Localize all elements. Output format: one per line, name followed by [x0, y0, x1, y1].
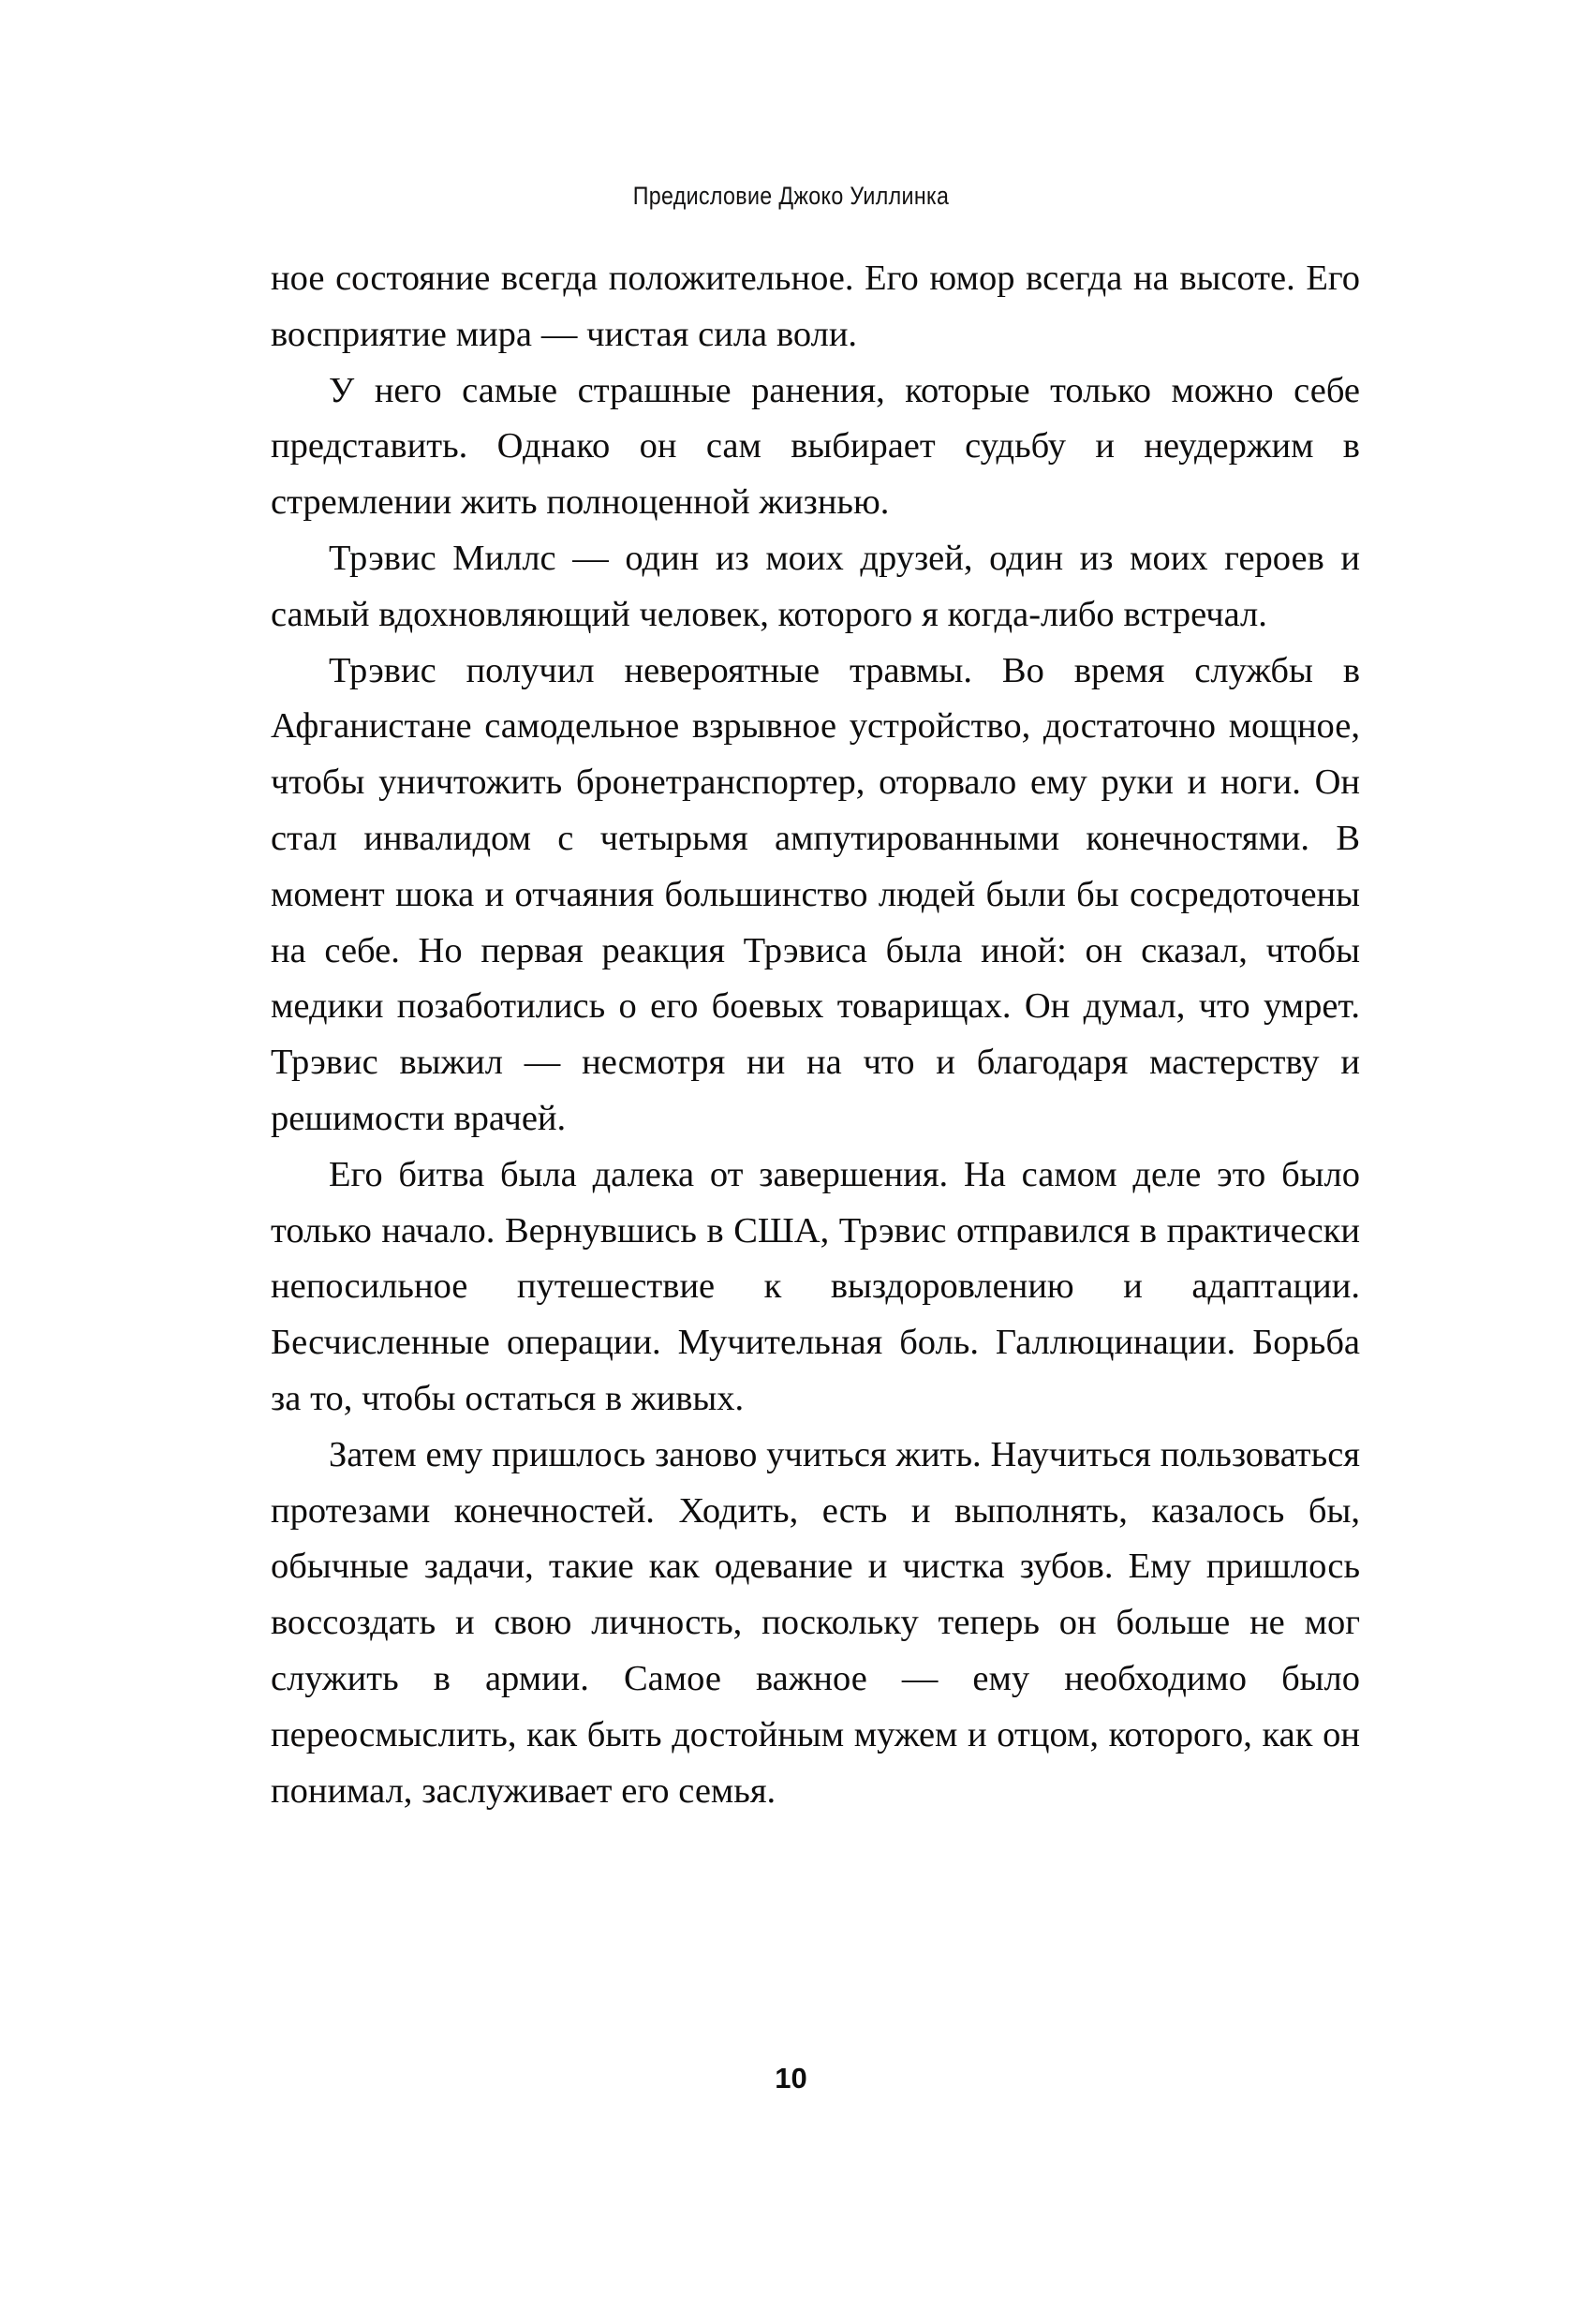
paragraph: Трэвис получил невероятные травмы. Во время службы в Афганистане самодельное взрывное устройство, достаточно мощное, чтобы уничтожить бронетранспортер, оторвало ему руки и ноги. Он стал инвалидом с четырьмя ампутированными конечностями. В момент шока и отчаяния большинство людей были бы сосредоточены на себе. Но первая реакция Трэвиса была иной: он сказал, чтобы медики позаботились о его боевых товарищах. Он думал, что умрет. Трэвис выжил — несмотря ни на что и благодаря мастерству и решимости врачей. — [271, 650, 1360, 1138]
paragraph: У него самые страшные ранения, которые только можно себе представить. Однако он сам выбирает судьбу и неудержим в стремлении жить полноценной жизнью. — [271, 370, 1360, 523]
body-text-column — [271, 251, 1360, 1819]
paragraph: ное состояние всегда положительное. Его юмор всегда на высоте. Его восприятие мира — чистая сила воли. — [271, 259, 1360, 354]
running-header: Предисловие Джоко Уиллинка — [632, 182, 950, 210]
page-number: 10 — [775, 2062, 807, 2095]
paragraph: Его битва была далека от завершения. На самом деле это было только начало. Вернувшись в США, Трэвис отправился в практически непосильное путешествие к выздоровлению и адаптации. Бесчисленные операции. Мучительная боль. Галлюцинации. Борьба за то, чтобы остаться в живых. — [271, 1154, 1360, 1418]
paragraph: Затем ему пришлось заново учиться жить. Научиться пользоваться протезами конечностей. Ходить, есть и выполнять, казалось бы, обычные задачи, такие как одевание и чистка зубов. Ему пришлось воссоздать и свою личность, поскольку теперь он больше не мог служить в армии. Самое важное — ему необходимо было переосмыслить, как быть достойным мужем и отцом, которого, как он понимал, заслуживает его семья. — [271, 1434, 1360, 1811]
paragraph: Трэвис Миллс — один из моих друзей, один из моих героев и самый вдохновляющий человек, которого я когда-либо встречал. — [271, 538, 1360, 634]
